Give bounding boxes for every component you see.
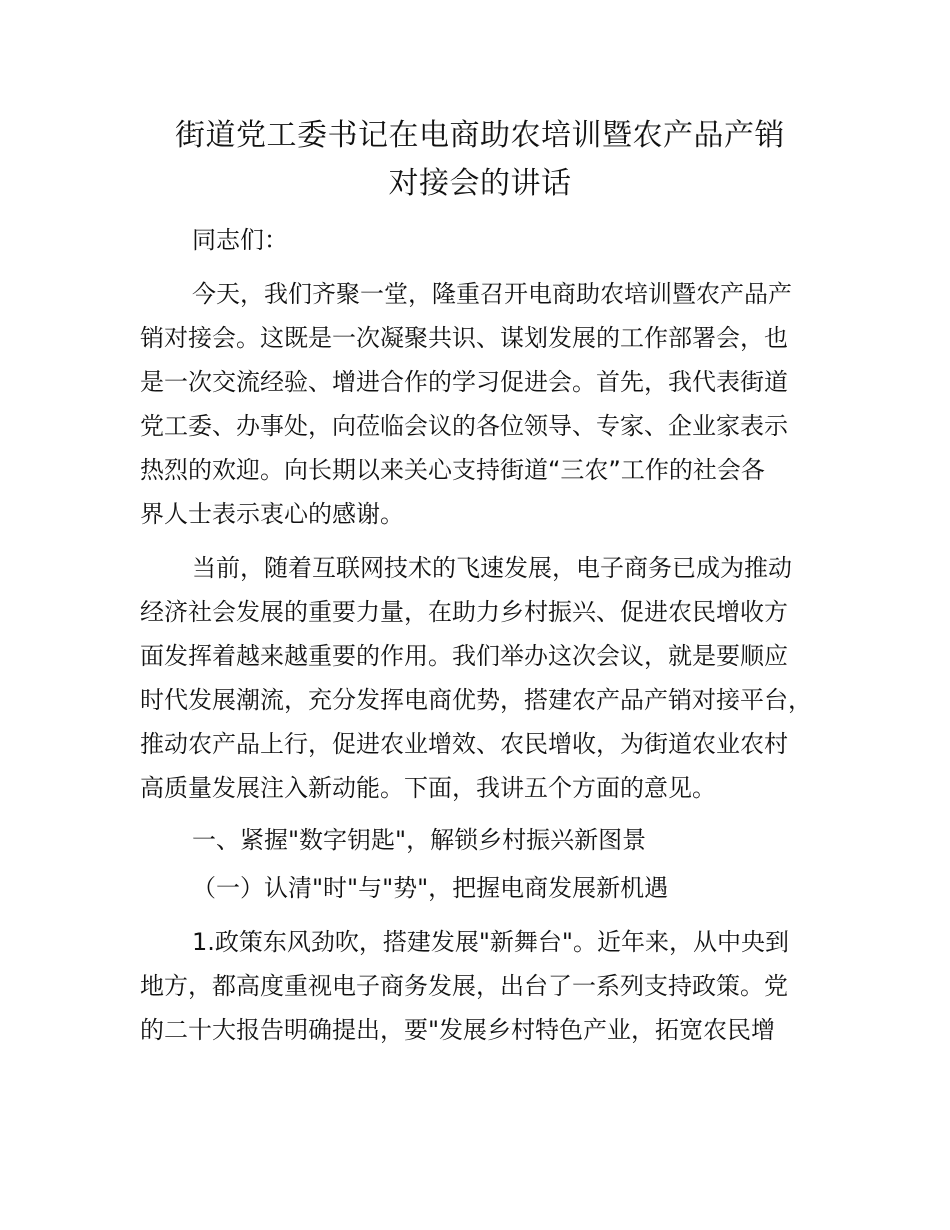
paragraph-opening: [140, 272, 820, 536]
text-line: 1.政策东风劲吹，搭建发展"新舞台"。近年来，从中央到: [192, 928, 789, 956]
text-line: 高质量发展注入新动能。下面，我讲五个方面的意见。: [140, 774, 716, 802]
document-title: [140, 112, 820, 208]
text-line: 的二十大报告明确提出，要"发展乡村特色产业，拓宽农民增: [140, 1016, 776, 1044]
text-line: 是一次交流经验、增进合作的学习促进会。首先，我代表街道: [140, 368, 788, 396]
title-line: 对接会的讲话: [388, 166, 572, 201]
text-line: 热烈的欢迎。向长期以来关心支持街道“三农”工作的社会各: [140, 456, 765, 484]
text-line: 推动农产品上行，促进农业增效、农民增收，为街道农业农村: [140, 730, 788, 758]
text-line: 当前，随着互联网技术的飞速发展，电子商务已成为推动: [192, 554, 792, 582]
text-line: 党工委、办事处，向莅临会议的各位领导、专家、企业家表示: [140, 412, 788, 440]
paragraph-context: [140, 546, 820, 810]
text-line: 界人士表示衷心的感谢。: [140, 500, 404, 528]
subsection-heading: （一）认清"时"与"势"，把握电商发展新机遇: [192, 874, 669, 902]
document-page: [140, 112, 820, 1052]
salutation: 同志们：: [192, 226, 288, 254]
text-line: 销对接会。这既是一次凝聚共识、谋划发展的工作部署会，也: [140, 324, 788, 352]
paragraph-policy: [140, 920, 820, 1052]
text-line: 今天，我们齐聚一堂，隆重召开电商助农培训暨农产品产: [192, 280, 792, 308]
title-line: 街道党工委书记在电商助农培训暨农产品产销: [175, 118, 785, 153]
text-line: 时代发展潮流，充分发挥电商优势，搭建农产品产销对接平台，: [140, 686, 812, 714]
text-line: 地方，都高度重视电子商务发展，出台了一系列支持政策。党: [140, 972, 788, 1000]
section-heading: 一、紧握"数字钥匙"，解锁乡村振兴新图景: [192, 826, 647, 854]
text-line: 面发挥着越来越重要的作用。我们举办这次会议，就是要顺应: [140, 642, 788, 670]
text-line: 经济社会发展的重要力量，在助力乡村振兴、促进农民增收方: [140, 598, 788, 626]
